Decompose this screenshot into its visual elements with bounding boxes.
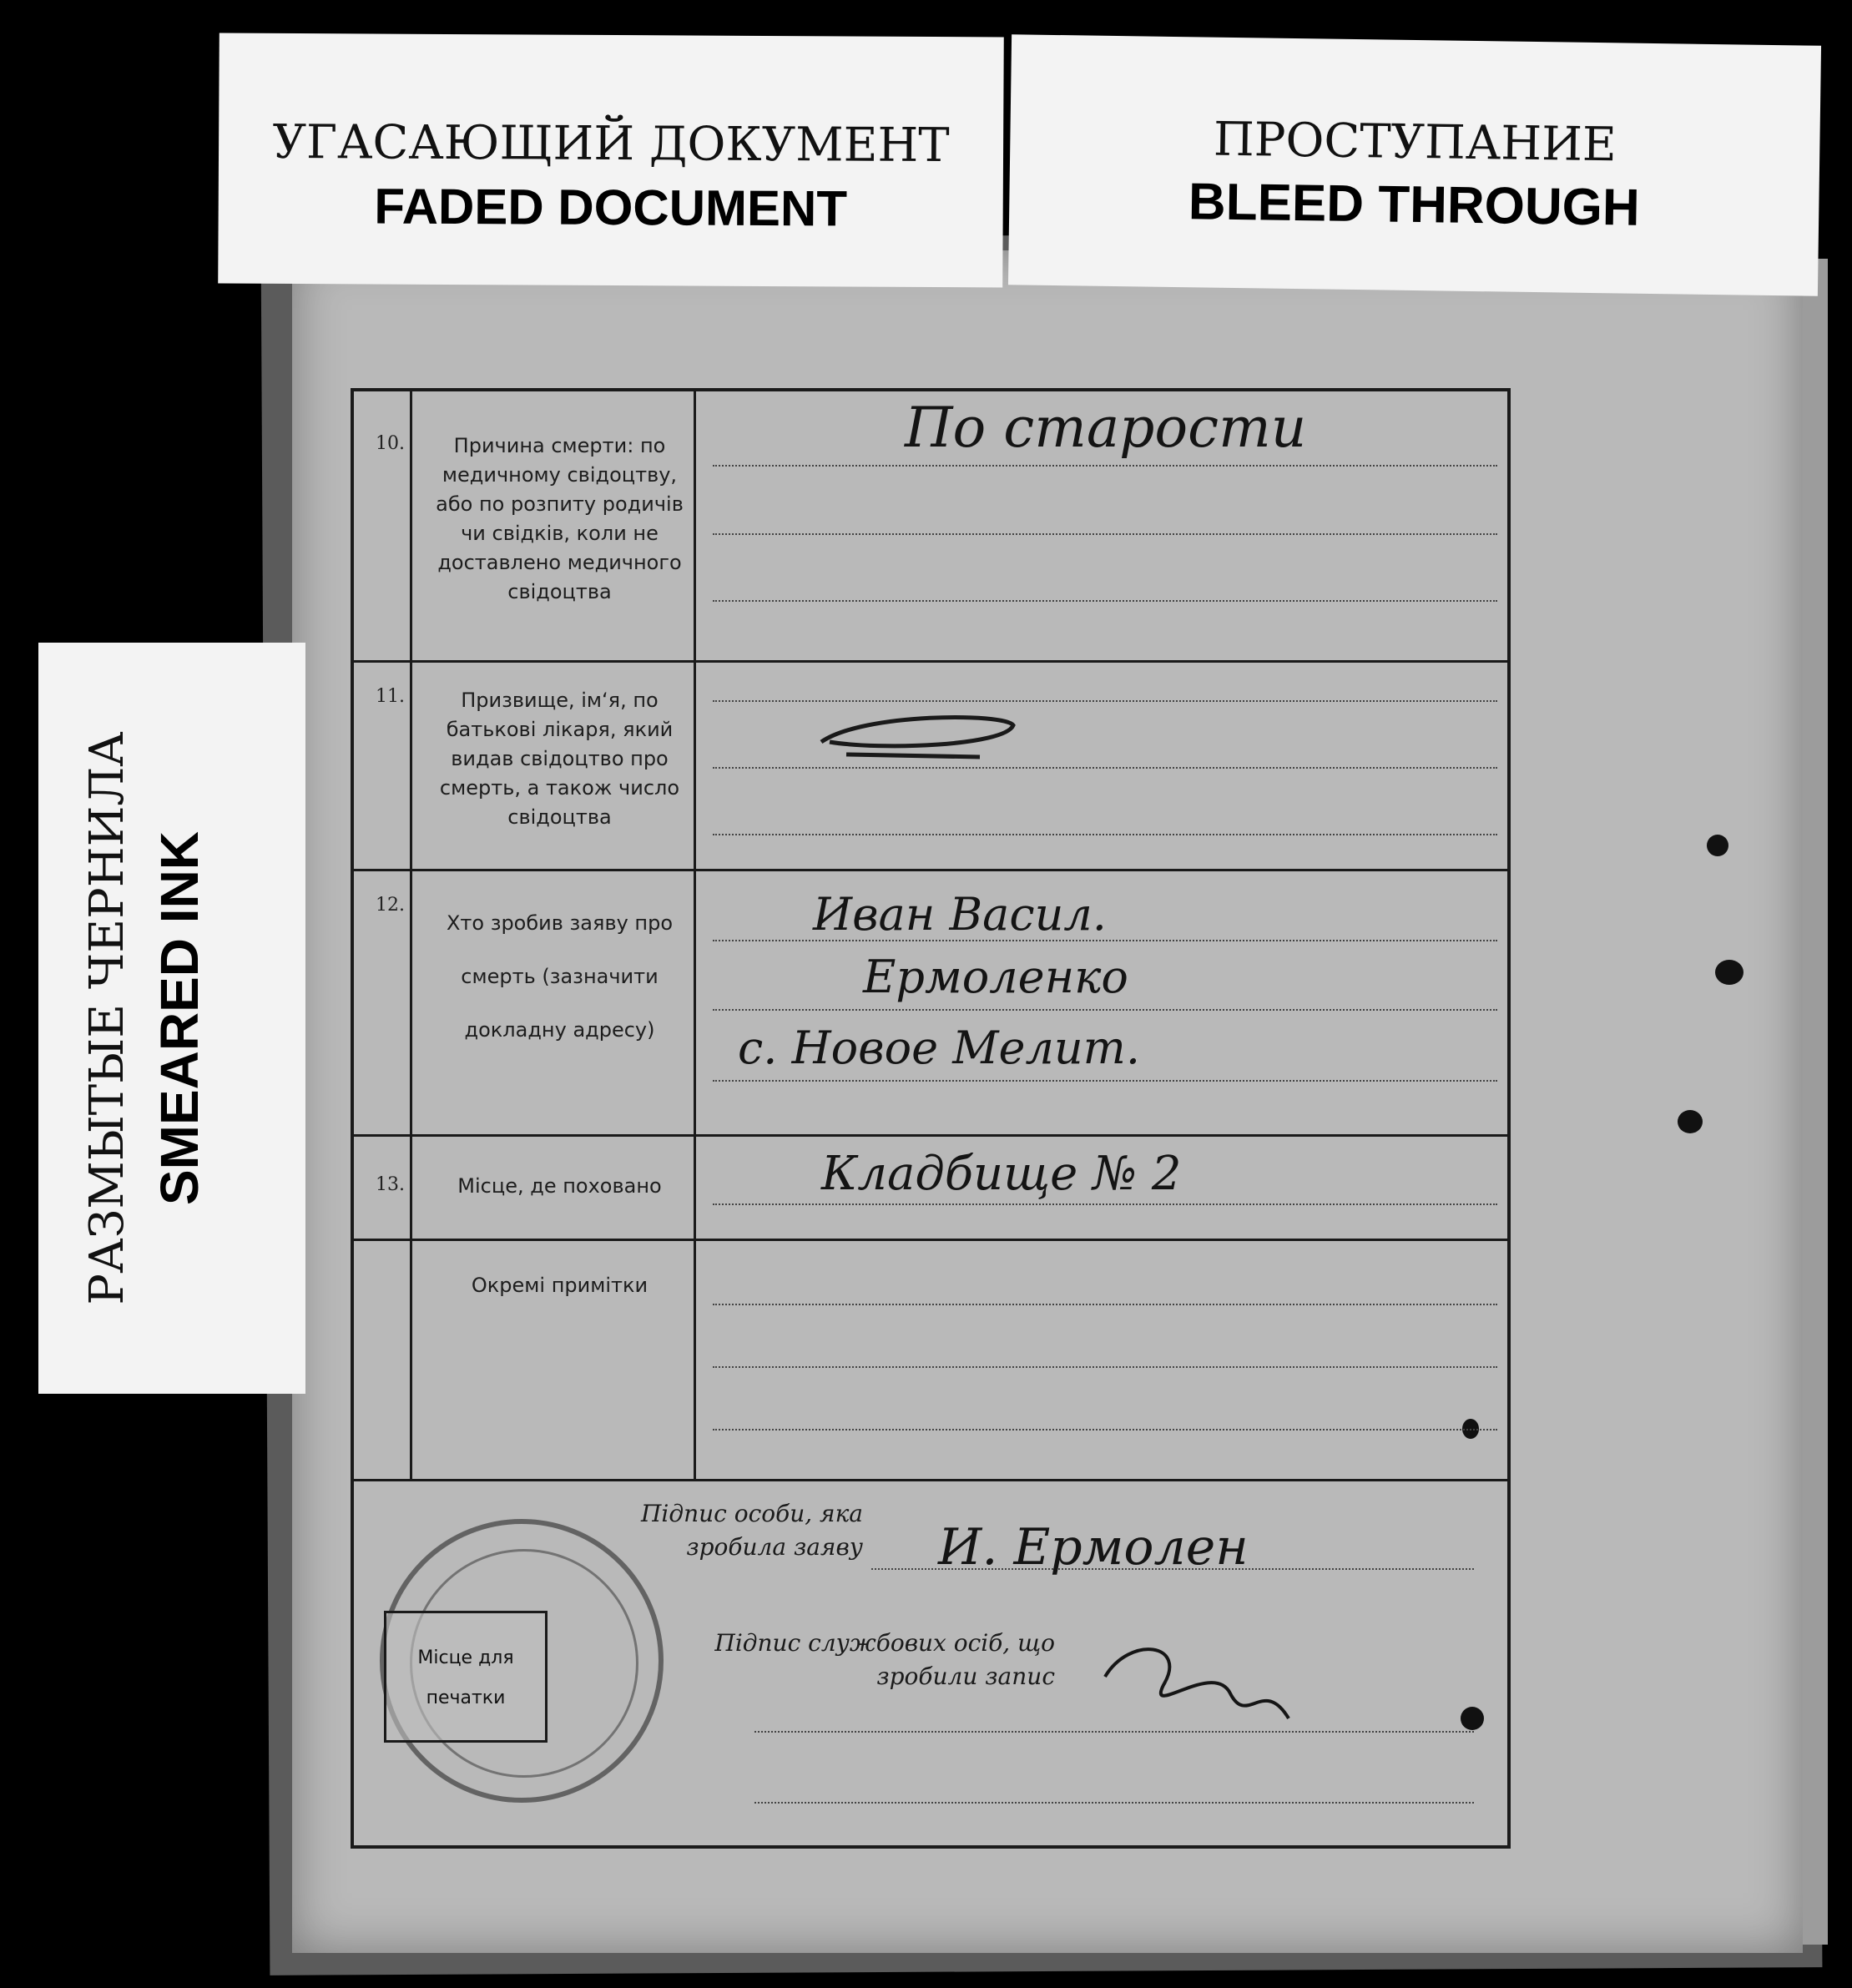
punch-hole <box>1715 960 1744 985</box>
label-en-text: BLEED THROUGH <box>1188 173 1641 237</box>
form-row-notes <box>354 1241 1507 1481</box>
label-en-text: SMEARED INK <box>149 830 209 1206</box>
seal-place-box <box>384 1611 548 1743</box>
handwritten-burial-place: Кладбище № 2 <box>821 1147 1182 1201</box>
row-question: Місце, де поховано <box>457 1174 662 1198</box>
handwritten-declarant-surname: Ермоленко <box>863 951 1128 1003</box>
row-question: Призвище, ім‘я, по батькові лікаря, який видав свідоцтво про смерть, а також число свідоцтва <box>439 689 680 829</box>
row-question: Окремі примітки <box>471 1274 648 1297</box>
row-number: 10. <box>376 433 405 454</box>
label-ru-text: РАЗМЫТЫЕ ЧЕРНИЛА <box>80 731 134 1305</box>
row-number: 12. <box>376 895 405 916</box>
seal-place-label: Місце для печатки <box>417 1647 514 1708</box>
official-signature-scribble <box>1088 1627 1305 1760</box>
officials-signature-label: Підпис службових осіб, що зробили запис <box>714 1629 1055 1690</box>
handwritten-cause: По старости <box>905 396 1307 460</box>
row-question: Причина смерти: по медичному свідоцтву, або по розпиту родичів чи свідків, коли не доставлено медичного свідоцтва <box>436 434 684 603</box>
row-question: Хто зробив заяву про смерть (зазначити докладну адресу) <box>446 911 674 1042</box>
declarant-signature-label: Підпис особи, яка зробила заяву <box>640 1500 863 1561</box>
label-en-text: FADED DOCUMENT <box>374 178 848 237</box>
faded-document-label <box>218 33 1004 288</box>
bleed-through-label <box>1008 34 1821 296</box>
label-ru-text: ПРОСТУПАНИЕ <box>1213 112 1617 173</box>
form-row-10 <box>354 391 1507 663</box>
row-number: 13. <box>376 1174 405 1195</box>
smeared-ink-label <box>38 643 305 1394</box>
form-row-13 <box>354 1137 1507 1241</box>
punch-hole <box>1707 835 1728 856</box>
form-row-11 <box>354 663 1507 871</box>
dash-mark-icon <box>813 709 1030 775</box>
label-ru-text: УГАСАЮЩИЙ ДОКУМЕНТ <box>272 114 950 174</box>
row-number: 11. <box>376 686 405 707</box>
form-row-12 <box>354 871 1507 1137</box>
handwritten-declarant-address: с. Новое Мелит. <box>738 1022 1141 1074</box>
punch-hole <box>1678 1110 1703 1133</box>
handwritten-declarant-name: Иван Васил. <box>813 888 1107 941</box>
declarant-signature: И. Ермолен <box>938 1518 1249 1577</box>
